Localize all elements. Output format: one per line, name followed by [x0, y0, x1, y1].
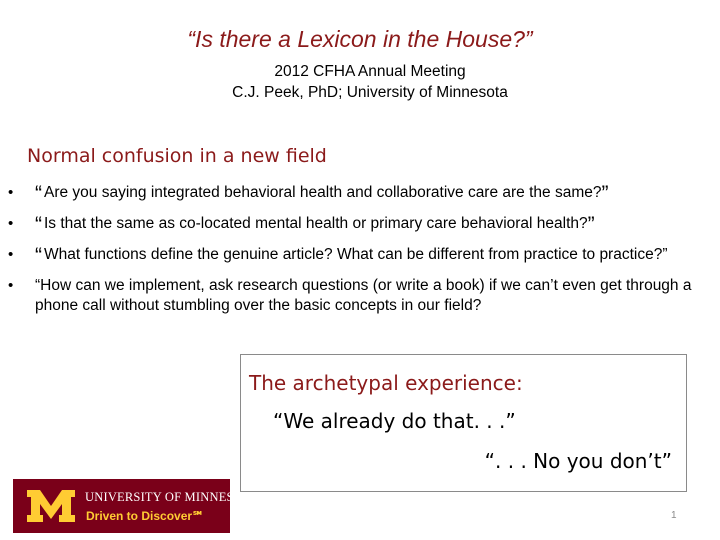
bullet-close-quote: ”: [601, 182, 609, 205]
bullet-item: [0, 276, 720, 316]
slide-title: “Is there a Lexicon in the House?”: [187, 26, 533, 52]
slide-subtitle-meeting: 2012 CFHA Annual Meeting: [274, 63, 466, 80]
block-m-icon: [25, 488, 77, 524]
bullet-item: [0, 183, 720, 203]
bullet-marker: •: [8, 246, 14, 263]
bullet-marker: •: [8, 184, 14, 201]
bullet-open-quote: “: [35, 213, 42, 236]
bullet-marker: •: [8, 277, 14, 294]
bullet-marker: •: [8, 215, 14, 232]
bullet-text: What functions define the genuine article? What can be different from practice to practice?”: [44, 246, 668, 263]
logo-university-name: UNIVERSITY OF MINNESOTA: [85, 490, 259, 504]
bullet-text: Is that the same as co-located mental health or primary care behavioral health?: [44, 215, 588, 232]
university-logo: [13, 479, 259, 533]
slide-subtitle-author: C.J. Peek, PhD; University of Minnesota: [232, 84, 508, 101]
bullet-text: “How can we implement, ask research questions (or write a book) if we can’t even get through a phone call without stumbling over the basic concepts in our field?: [35, 277, 692, 314]
bullet-list: [0, 183, 720, 327]
box-quote-1: “We already do that. . .”: [273, 409, 516, 433]
page-number: 1: [671, 510, 677, 521]
bullet-open-quote: “: [35, 244, 42, 267]
bullet-text: Are you saying integrated behavioral health and collaborative care are the same?: [44, 184, 602, 201]
box-quote-2: “. . . No you don’t”: [484, 449, 672, 473]
box-heading: The archetypal experience:: [249, 371, 523, 395]
bullet-close-quote: ”: [587, 213, 595, 236]
logo-tagline: Driven to Discover℠: [86, 509, 205, 523]
bullet-item: [0, 214, 720, 234]
bullet-item: [0, 245, 720, 265]
bullet-open-quote: “: [35, 182, 42, 205]
section-heading: Normal confusion in a new field: [27, 145, 327, 167]
archetypal-experience-box: [240, 354, 687, 492]
